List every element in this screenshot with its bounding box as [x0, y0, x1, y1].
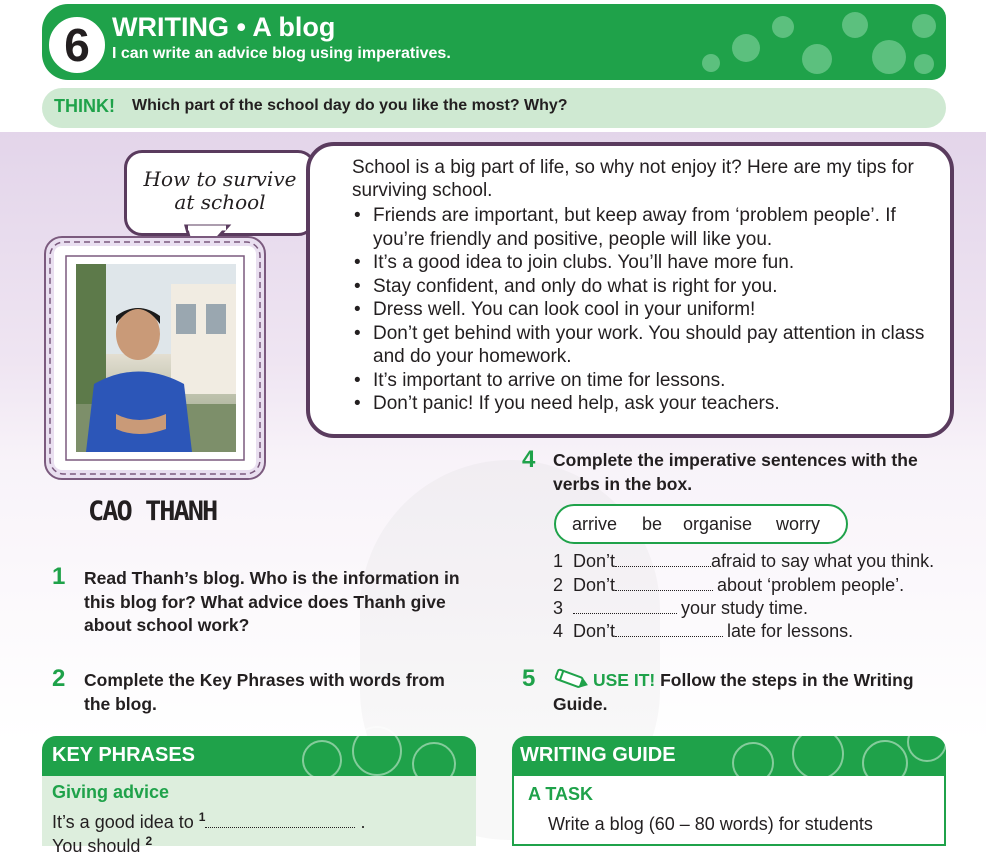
exercise-4-item-4: 4 Don’t late for lessons.	[553, 621, 854, 641]
key-phrases-subtitle: Giving advice	[52, 782, 170, 802]
exercise-2-text: Complete the Key Phrases with words from the blog.	[84, 670, 445, 714]
exercise-1-text: Read Thanh’s blog. Who is the information in this blog for? What advice does Thanh give about school work?	[84, 568, 460, 635]
key-phrase-1: It’s a good idea to $^1$ .	[52, 810, 366, 832]
list-item: • It’s a good idea to join clubs. You’ll have more fun.	[352, 251, 942, 275]
exercise-4-text: Complete the imperative sentences with the verbs in the box.	[553, 450, 918, 494]
page-title: WRITING • A blog	[112, 12, 336, 42]
exercise-4-item-2: 2 Don’t about ‘problem people’.	[553, 575, 905, 595]
unit-number: 6	[64, 19, 90, 71]
word-arrive: arrive	[572, 514, 618, 534]
writing-guide-section: A TASK	[528, 784, 593, 804]
key-phrases-title: KEY PHRASES	[52, 744, 196, 766]
blog-intro: School is a big part of life, so why not enjoy it? Here are my tips for surviving school.	[352, 157, 914, 201]
exercise-4-number: 4	[522, 446, 536, 473]
word-organise: organise	[683, 514, 753, 534]
answer-blank[interactable]	[615, 553, 711, 567]
word-worry: worry	[776, 514, 820, 534]
key-phrase-2: You should $^2$	[52, 834, 153, 856]
think-question: Which part of the school day do you like the most? Why?	[132, 97, 568, 114]
word-be: be	[642, 514, 663, 534]
blog-tips	[352, 204, 942, 416]
list-item: • Stay confident, and only do what is right for you.	[352, 275, 942, 299]
list-item: • Friends are important, but keep away from ‘problem people’. If you’re friendly and positive, people will like you.	[352, 204, 942, 251]
list-item: • Dress well. You can look cool in your uniform!	[352, 298, 942, 322]
author-photo	[76, 264, 236, 452]
exercise-2-number: 2	[52, 665, 66, 692]
author-name: CAO THANH	[88, 496, 217, 527]
list-item: • Don’t get behind with your work. You should pay attention in class and do your homework.	[352, 322, 942, 369]
page-subtitle: I can write an advice blog using imperatives.	[112, 45, 451, 62]
exercise-1-number: 1	[52, 563, 66, 590]
exercise-5-text: USE IT! Follow the steps in the Writing Guide.	[553, 670, 914, 714]
writing-guide-title: WRITING GUIDE	[520, 744, 676, 766]
writing-guide-text: Write a blog (60 – 80 words) for students	[548, 814, 873, 834]
blog-title: How to survive at school	[143, 167, 297, 214]
exercise-4-item-1: 1 Don’t afraid to say what you think.	[553, 551, 935, 571]
list-item: • Don’t panic! If you need help, ask your teachers.	[352, 392, 942, 416]
list-item: • It’s important to arrive on time for lessons.	[352, 369, 942, 393]
answer-blank[interactable]	[615, 577, 713, 591]
exercise-5-number: 5	[522, 665, 536, 692]
answer-blank[interactable]	[205, 814, 355, 828]
exercise-4-item-3: 3 your study time.	[553, 598, 809, 618]
answer-blank[interactable]	[615, 623, 723, 637]
think-label: THINK!	[54, 96, 115, 116]
answer-blank[interactable]	[573, 600, 677, 614]
